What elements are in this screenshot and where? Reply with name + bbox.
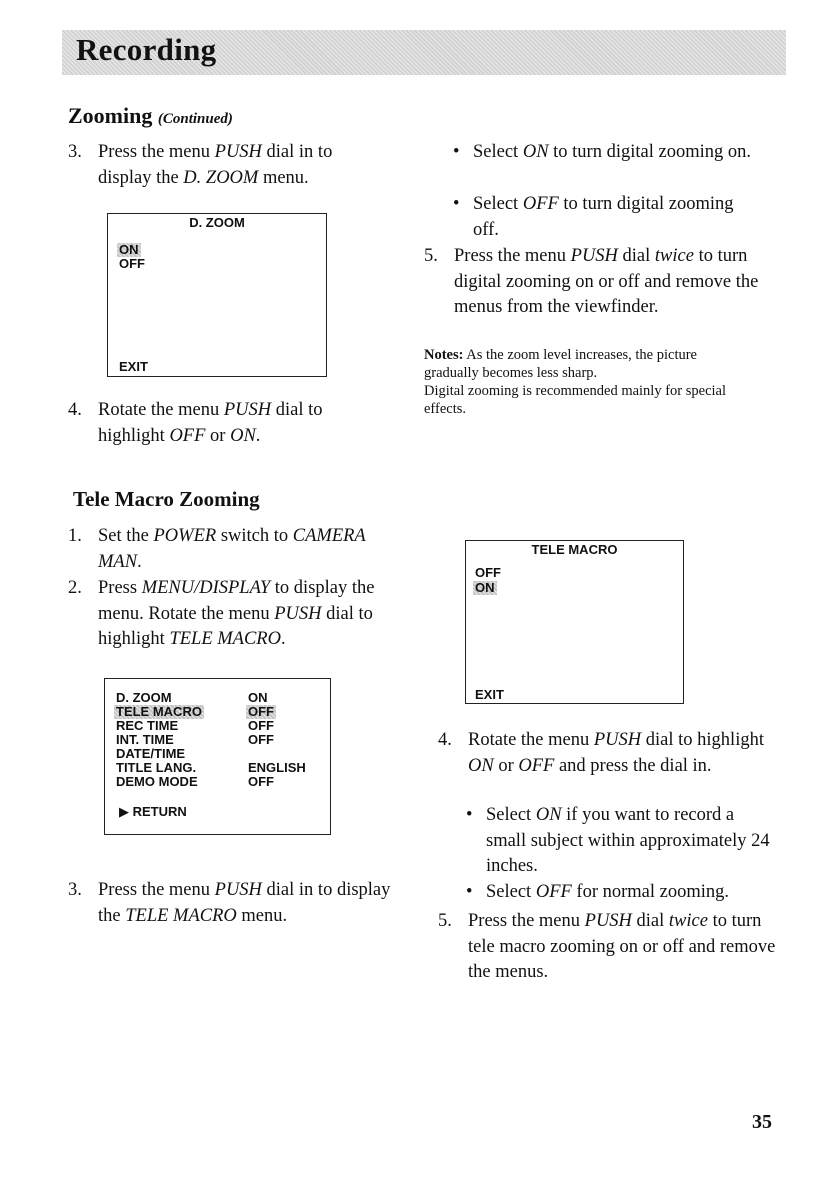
menu-value-int-time: OFF <box>248 732 274 747</box>
tele-step-5 <box>438 909 778 986</box>
menu-label-demo-mode: DEMO MODE <box>116 774 198 789</box>
bullet-text: Select OFF to turn digital zooming off. <box>473 194 734 240</box>
step-number: 2. <box>68 578 82 598</box>
menu-item-off: OFF <box>119 256 145 271</box>
step-number: 1. <box>68 526 82 546</box>
step-number: 4. <box>438 730 452 750</box>
bullet-dot: • <box>466 805 473 825</box>
menu-label-date-time: DATE/TIME <box>116 746 186 761</box>
bullet-dot: • <box>453 194 460 214</box>
tele-step-4 <box>438 728 773 779</box>
bullet-text: Select ON if you want to record a small subject within approximately 24 inches. <box>486 805 770 876</box>
menu-value-title-lang: ENGLISH <box>248 760 306 775</box>
menu-exit: EXIT <box>119 359 148 374</box>
menu-value-dzoom: ON <box>248 690 268 705</box>
play-arrow-icon: ▶ <box>119 804 129 819</box>
bullet-dot: • <box>453 142 460 162</box>
header-banner <box>62 30 786 75</box>
menu-title: D. ZOOM <box>189 215 245 230</box>
zooming-title: Zooming <box>68 103 153 128</box>
step-number: 4. <box>68 400 82 420</box>
tele-macro-menu-screen <box>465 540 684 704</box>
menu-label-title-lang: TITLE LANG. <box>116 760 197 775</box>
step-text: Press the menu PUSH dial twice to turn tele macro zooming on or off and remove the menus. <box>468 911 776 982</box>
return-label: RETURN <box>132 804 187 819</box>
tele-bullet-off <box>466 880 771 906</box>
step-number: 3. <box>68 880 82 900</box>
menu-label-dzoom: D. ZOOM <box>116 690 172 705</box>
zooming-heading <box>68 103 233 129</box>
bullet-text: Select ON to turn digital zooming on. <box>473 142 751 162</box>
menu-value-rec-time: OFF <box>248 718 274 733</box>
bullet-text: Select OFF for normal zooming. <box>486 882 730 902</box>
step-number: 5. <box>438 911 452 931</box>
step-text: Set the POWER switch to CAMERA MAN. <box>98 526 366 572</box>
menu-title: TELE MACRO <box>531 542 618 557</box>
step-text: Rotate the menu PUSH dial to highlight OFF or ON. <box>98 400 323 446</box>
tele-step-1 <box>68 524 398 575</box>
step-number: 3. <box>68 142 82 162</box>
step-text: Press the menu PUSH dial twice to turn digital zooming on or off and remove the menus from the viewfinder. <box>454 246 759 317</box>
step-number: 5. <box>424 246 438 266</box>
step-text: Rotate the menu PUSH dial to highlight ON or OFF and press the dial in. <box>468 730 764 776</box>
menu-label-rec-time: REC TIME <box>116 718 179 733</box>
menu-value-tele-macro-highlighted: OFF <box>248 704 274 719</box>
step-text: Press the menu PUSH dial in to display the TELE MACRO menu. <box>98 880 391 926</box>
bullet-dot: • <box>466 882 473 902</box>
step-text: Press MENU/DISPLAY to display the menu. Rotate the menu PUSH dial to highlight TELE MACRO. <box>98 578 375 649</box>
zooming-step-3 <box>68 140 368 191</box>
menu-item-off: OFF <box>475 565 501 580</box>
menu-exit: EXIT <box>475 687 504 702</box>
tele-step-3 <box>68 878 398 929</box>
notes-line-2: Digital zooming is recommended mainly for special effects. <box>424 383 727 417</box>
zooming-bullet-on <box>453 140 763 166</box>
tele-bullet-on <box>466 803 771 880</box>
menu-item-on-highlighted: ON <box>475 580 495 595</box>
page-header-title: Recording <box>76 32 217 67</box>
notes-line-1: Notes: As the zoom level increases, the picture gradually becomes less sharp. <box>424 347 697 381</box>
main-menu-screen <box>104 678 331 835</box>
menu-label-tele-macro-highlighted: TELE MACRO <box>116 704 202 719</box>
menu-item-on-highlighted: ON <box>119 242 139 257</box>
menu-label-int-time: INT. TIME <box>116 732 174 747</box>
zooming-step-5 <box>424 244 764 321</box>
menu-value-demo-mode: OFF <box>248 774 274 789</box>
step-text: Press the menu PUSH dial in to display the D. ZOOM menu. <box>98 142 333 188</box>
zooming-step-4 <box>68 398 368 449</box>
page-number: 35 <box>752 1111 772 1133</box>
menu-return <box>119 805 187 819</box>
dzoom-menu-screen <box>107 213 327 377</box>
continued-label: (Continued) <box>157 111 233 127</box>
zooming-notes <box>424 346 754 418</box>
tele-macro-heading: Tele Macro Zooming <box>73 487 260 511</box>
zooming-bullet-off <box>453 192 763 243</box>
tele-step-2 <box>68 576 398 653</box>
